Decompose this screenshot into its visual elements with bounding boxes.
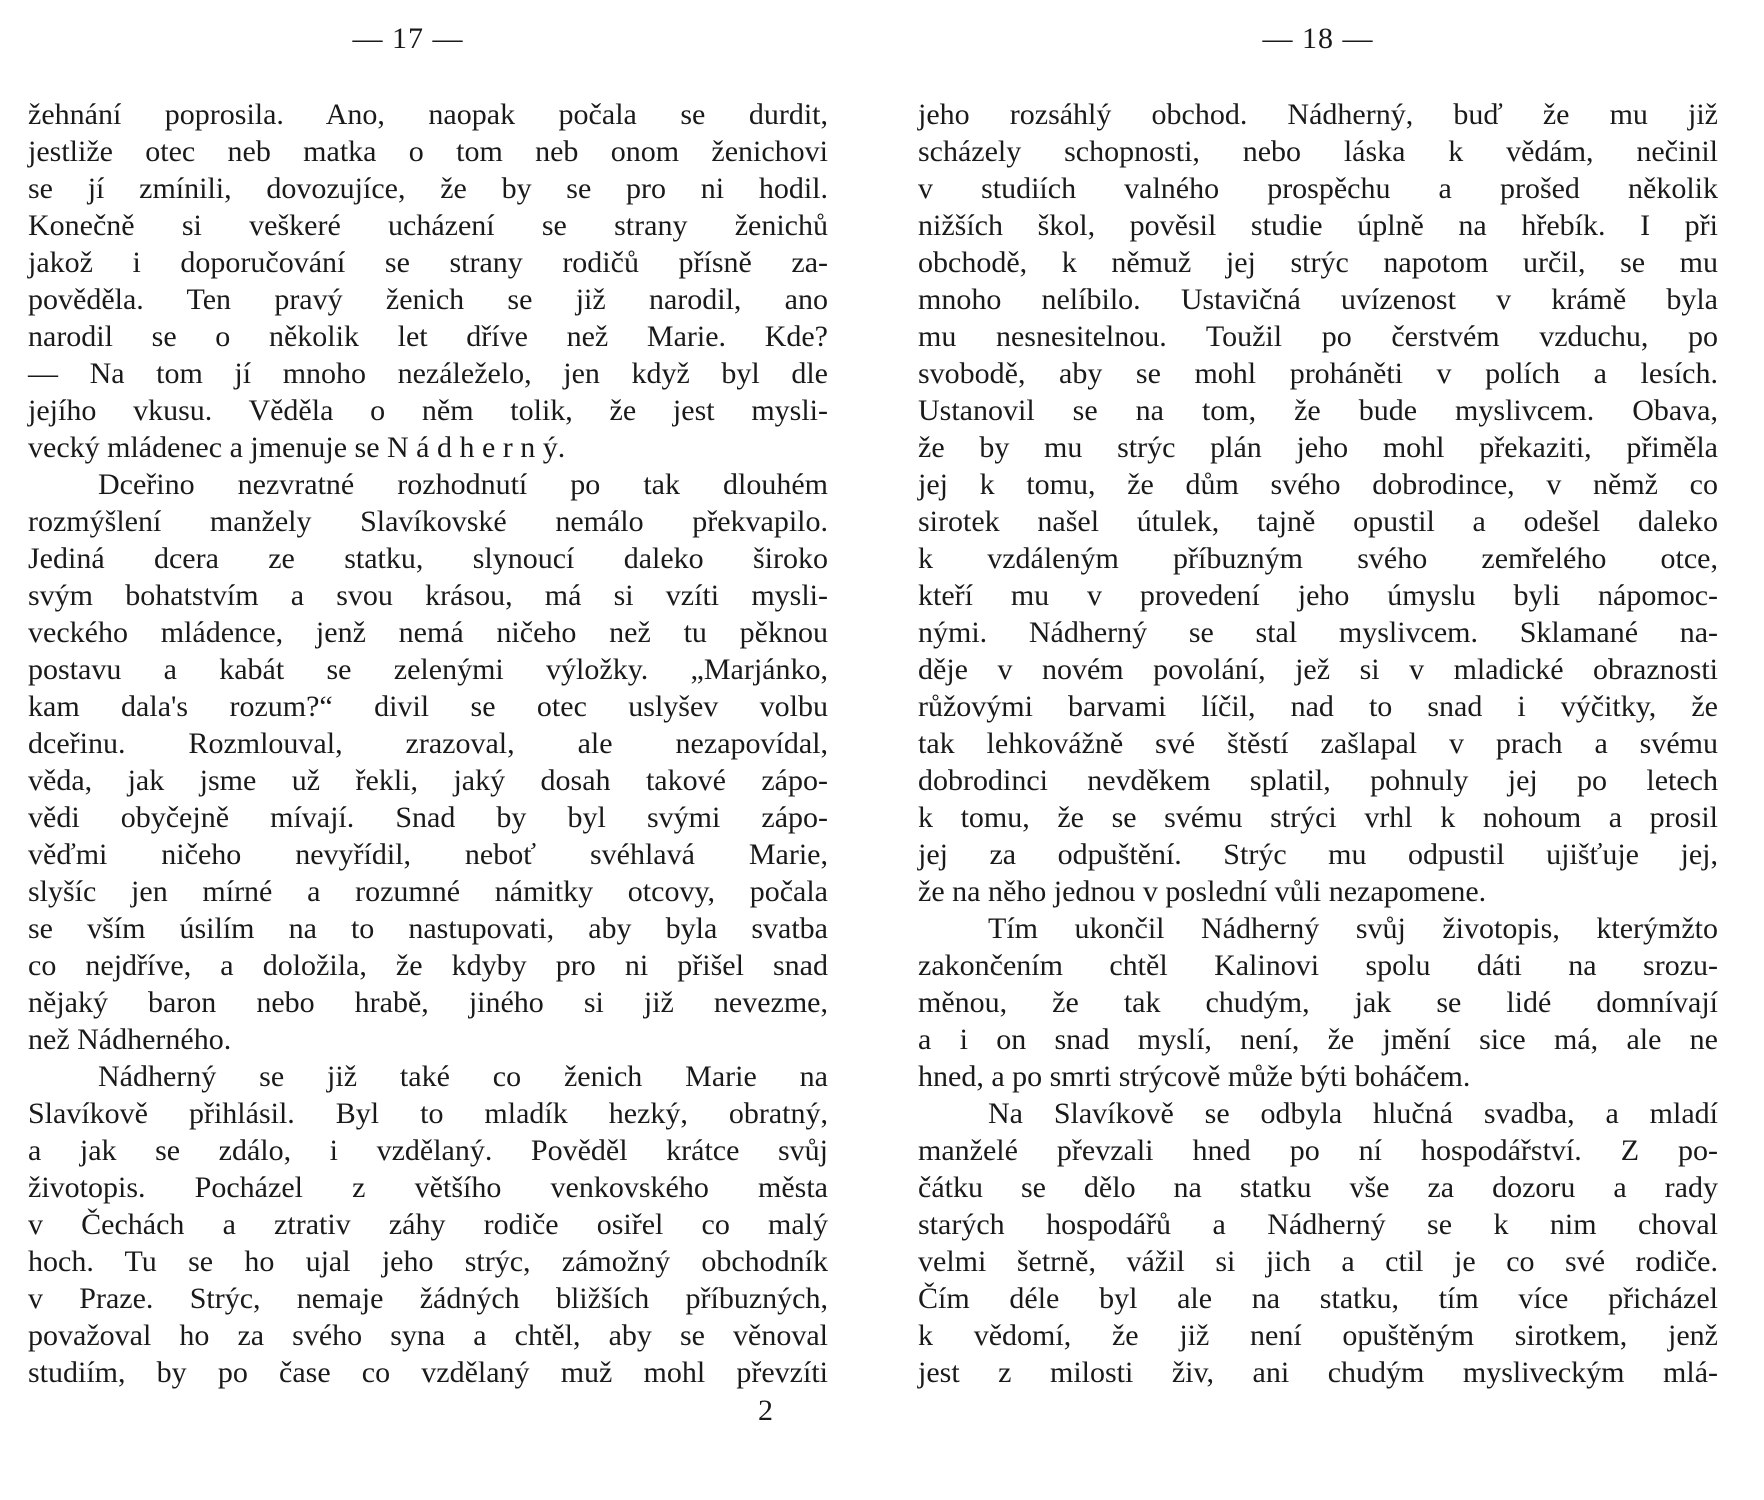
text-line: scházely schopnosti, nebo láska k vědám, nečinil [918,135,1718,168]
page-number-right: — 18 — [1262,22,1374,55]
text-line: nějaký baron nebo hrabě, jiného si již nevezme, [28,986,828,1019]
text-line: studiím, by po čase co vzdělaný muž mohl převzíti [28,1356,828,1389]
text-line: že by mu strýc plán jeho mohl překaziti, přiměla [918,431,1718,464]
text-line: k vzdáleným příbuzným svého zemřelého otce, [918,542,1718,575]
text-line: Čím déle byl ale na statku, tím více přicházel [918,1282,1718,1315]
text-line: hoch. Tu se ho ujal jeho strýc, zámožný obchodník [28,1245,828,1278]
text-line: Jediná dcera ze statku, slynoucí daleko široko [28,542,828,575]
text-line: a jak se zdálo, i vzdělaný. Pověděl krátce svůj [28,1134,828,1167]
text-line: k vědomí, že již není opuštěným sirotkem, jenž [918,1319,1718,1352]
text-line: svým bohatstvím a svou krásou, má si vzíti mysli- [28,579,828,612]
text-line: v Praze. Strýc, nemaje žádných bližších příbuzných, [28,1282,828,1315]
text-line: tak lehkovážně své štěstí zašlapal v prach a svému [918,727,1718,760]
text-line: životopis. Pocházel z většího venkovského města [28,1171,828,1204]
page-number-left: — 17 — [352,22,464,55]
right-text-column [918,96,1718,1391]
text-line: — Na tom jí mnoho nezáleželo, jen když byl dle [28,357,828,390]
text-line: sirotek našel útulek, tajně opustil a odešel daleko [918,505,1718,538]
text-line: narodil se o několik let dříve než Marie. Kde? [28,320,828,353]
text-line: co nejdříve, a doložila, že kdyby pro ni přišel snad [28,949,828,982]
text-line: věďmi ničeho nevyřídil, neboť svéhlavá Marie, [28,838,828,871]
left-text-column [28,96,828,1391]
text-line: Slavíkově přihlásil. Byl to mladík hezký, obratný, [28,1097,828,1130]
right-page [918,0,1718,1500]
signature-mark: 2 [758,1394,773,1427]
text-line: Na Slavíkově se odbyla hlučná svadba, a mladí [988,1097,1718,1130]
text-line: kam dala's rozum?“ divil se otec uslyšev volbu [28,690,828,723]
text-line: hned, a po smrti strýcově může býti boháčem. [918,1060,1471,1093]
text-line: dobrodinci nevděkem splatil, pohnuly jej po letech [918,764,1718,797]
text-line: mnoho nelíbilo. Ustavičná uvízenost v krámě byla [918,283,1718,316]
text-line: jej za odpuštění. Strýc mu odpustil ujišťuje jej, [918,838,1718,871]
text-line: velmi šetrně, vážil si jich a ctil je co své rodiče. [918,1245,1718,1278]
text-line: svobodě, aby se mohl proháněti v polích a lesích. [918,357,1718,390]
text-line: Konečně si veškeré ucházení se strany ženichů [28,209,828,242]
text-line: se vším úsilím na to nastupovati, aby byla svatba [28,912,828,945]
text-line: mu nesnesitelnou. Toužil po čerstvém vzduchu, po [918,320,1718,353]
text-line: jej k tomu, že dům svého dobrodince, v němž co [918,468,1718,501]
text-line: obchodě, k němuž jej strýc napotom určil, se mu [918,246,1718,279]
text-line: vědi obyčejně mívají. Snad by byl svými zápo- [28,801,828,834]
text-line: dceřinu. Rozmlouval, zrazoval, ale nezapovídal, [28,727,828,760]
text-line: v studiích valného prospěchu a prošed několik [918,172,1718,205]
text-line: vecký mládenec a jmenuje se N á d h e r n ý. [28,431,566,464]
text-line: rozmýšlení manžely Slavíkovské nemálo překvapilo. [28,505,828,538]
text-line: děje v novém povolání, jež si v mladické obraznosti [918,653,1718,686]
text-line: veckého mládence, jenž nemá ničeho než tu pěknou [28,616,828,649]
text-line: Nádherný se již také co ženich Marie na [98,1060,828,1093]
text-line: věda, jak jsme už řekli, jaký dosah takové zápo- [28,764,828,797]
text-line: v Čechách a ztrativ záhy rodiče osiřel co malý [28,1208,828,1241]
text-line: pověděla. Ten pravý ženich se již narodil, ano [28,283,828,316]
text-line: měnou, že tak chudým, jak se lidé domnívají [918,986,1718,1019]
text-line: kteří mu v provedení jeho úmyslu byli nápomoc- [918,579,1718,612]
text-line: jeho rozsáhlý obchod. Nádherný, buď že mu již [918,98,1718,131]
text-line: a i on snad myslí, není, že jmění sice má, ale ne [918,1023,1718,1056]
text-line: jejího vkusu. Věděla o něm tolik, že jest mysli- [28,394,828,427]
text-line: nými. Nádherný se stal myslivcem. Sklamané na- [918,616,1718,649]
text-line: jestliže otec neb matka o tom neb onom ženichovi [28,135,828,168]
text-line: se jí zmínili, dovozujíce, že by se pro ni hodil. [28,172,828,205]
text-line: starých hospodářů a Nádherný se k nim choval [918,1208,1718,1241]
text-line: jest z milosti živ, ani chudým mysliveckým mlá- [918,1356,1718,1389]
text-line: zakončením chtěl Kalinovi spolu dáti na srozu- [918,949,1718,982]
text-line: manželé převzali hned po ní hospodářství. Z po- [918,1134,1718,1167]
text-line: slyšíc jen mírné a rozumné námitky otcovy, počala [28,875,828,908]
text-line: než Nádherného. [28,1023,232,1056]
text-line: Tím ukončil Nádherný svůj životopis, kterýmžto [988,912,1718,945]
text-line: Dceřino nezvratné rozhodnutí po tak dlouhém [98,468,828,501]
text-line: postavu a kabát se zelenými výložky. „Marjánko, [28,653,828,686]
text-line: považoval ho za svého syna a chtěl, aby se věnoval [28,1319,828,1352]
text-line: jakož i doporučování se strany rodičů přísně za- [28,246,828,279]
text-line: čátku se dělo na statku vše za dozoru a rady [918,1171,1718,1204]
left-page [28,0,828,1500]
text-line: žehnání poprosila. Ano, naopak počala se durdit, [28,98,828,131]
text-line: k tomu, že se svému strýci vrhl k nohoum a prosil [918,801,1718,834]
text-line: Ustanovil se na tom, že bude myslivcem. Obava, [918,394,1718,427]
text-line: že na něho jednou v poslední vůli nezapomene. [918,875,1487,908]
text-line: nižších škol, pověsil studie úplně na hřebík. I při [918,209,1718,242]
text-line: růžovými barvami líčil, nad to snad i výčitky, že [918,690,1718,723]
